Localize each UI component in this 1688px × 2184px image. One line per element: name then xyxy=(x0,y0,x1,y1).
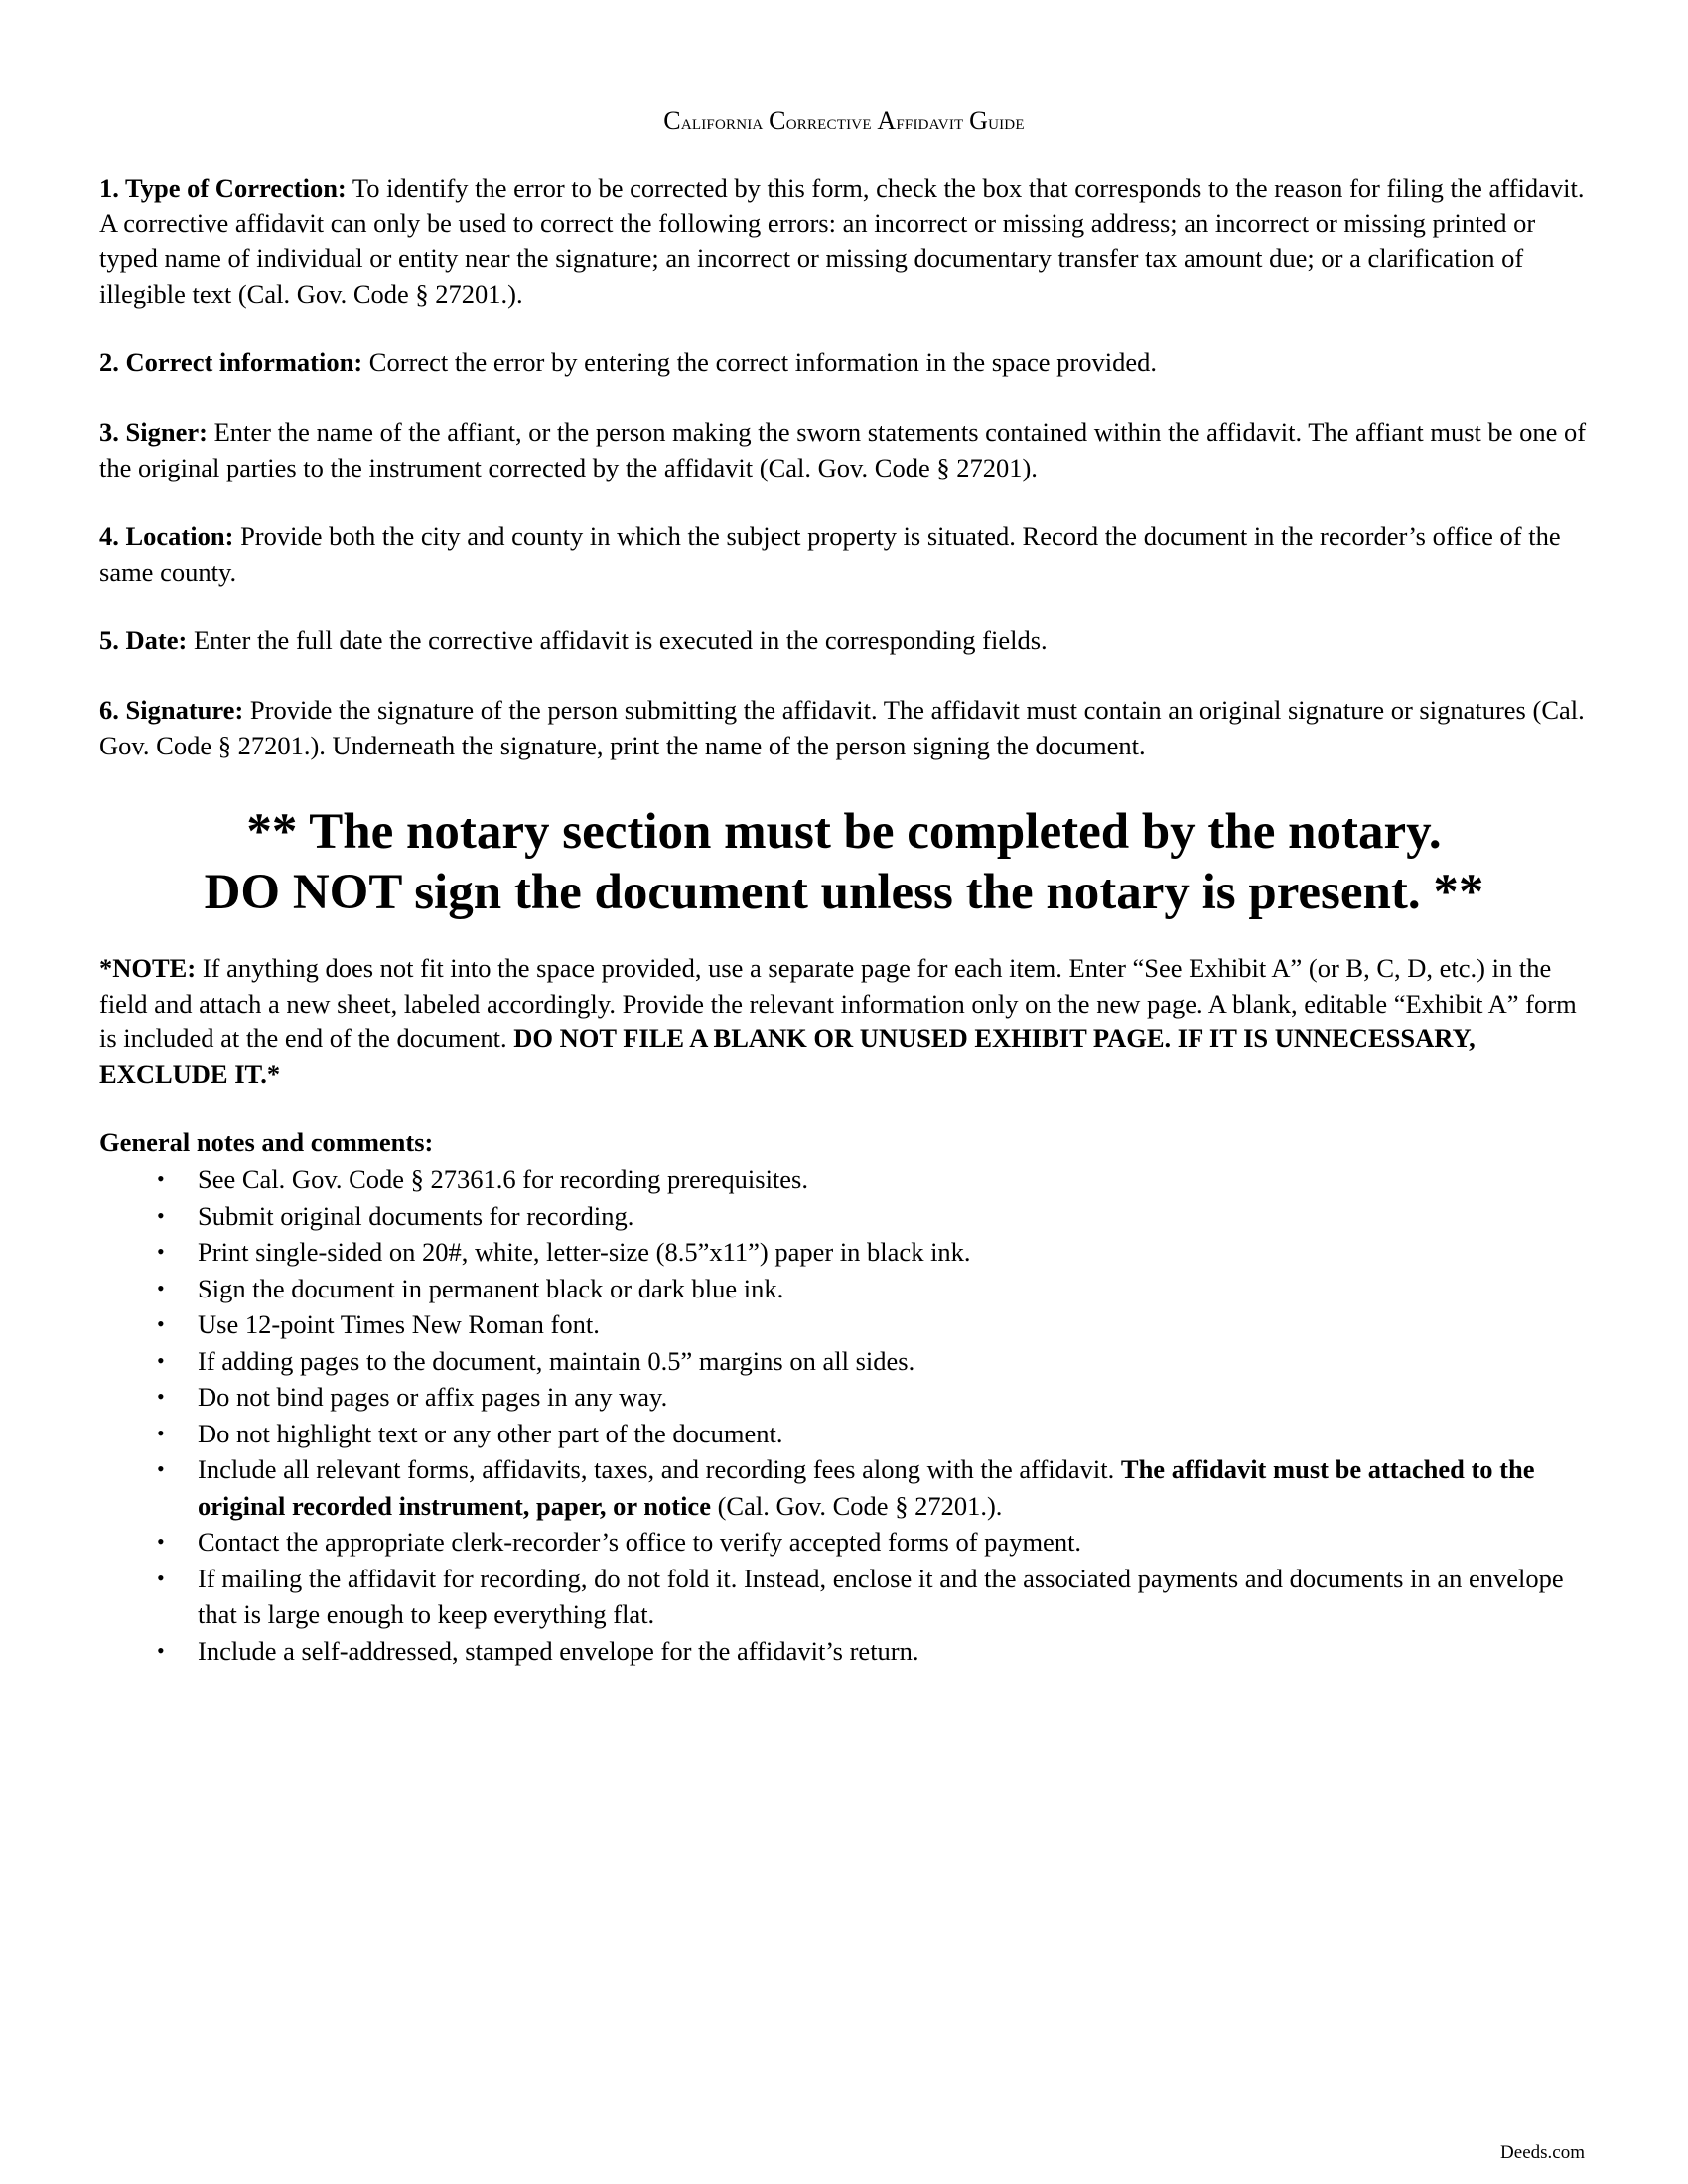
list-item-text: If adding pages to the document, maintain 0.5” margins on all sides. xyxy=(198,1345,915,1376)
title-initial: C xyxy=(769,106,786,135)
list-item-text: (Cal. Gov. Code § 27201.). xyxy=(710,1490,1003,1521)
bullet-icon: • xyxy=(157,1239,165,1264)
list-item xyxy=(99,1524,1589,1561)
list-item xyxy=(99,1198,1589,1235)
title-word: alifornia xyxy=(680,109,764,134)
note-paragraph xyxy=(99,951,1589,1092)
list-item-text: Contact the appropriate clerk-recorder’s office to verify accepted forms of payment. xyxy=(198,1527,1082,1557)
footer-brand: Deeds.com xyxy=(1500,2142,1585,2163)
section-label: 5. Date: xyxy=(99,625,188,655)
note-bold-text: DO NOT FILE A BLANK OR UNUSED EXHIBIT PAGE. IF IT IS UNNECESSARY, EXCLUDE IT.* xyxy=(99,1024,1476,1089)
list-item-text: Include a self-addressed, stamped envelope for the affidavit’s return. xyxy=(198,1635,919,1666)
list-item xyxy=(99,1161,1589,1198)
section-date xyxy=(99,623,1589,659)
list-item xyxy=(99,1633,1589,1670)
list-item-bold-text: The affidavit must be attached to the original recorded instrument, paper, or notice xyxy=(198,1454,1535,1521)
bullet-icon: • xyxy=(157,1384,165,1409)
section-label: 3. Signer: xyxy=(99,417,208,447)
section-text: Enter the name of the affiant, or the person making the sworn statements contained within the affidavit. The affiant must be one of the original parties to the instrument corrected by the affidavit (Cal. Gov. Code § 27201). xyxy=(99,417,1587,482)
list-item xyxy=(99,1271,1589,1307)
list-item-text: Do not highlight text or any other part of the document. xyxy=(198,1418,783,1448)
list-item-text: See Cal. Gov. Code § 27361.6 for recording prerequisites. xyxy=(198,1164,808,1194)
bullet-icon: • xyxy=(157,1166,165,1191)
section-label: 2. Correct information: xyxy=(99,347,363,377)
list-item-text: Use 12-point Times New Roman font. xyxy=(198,1309,600,1339)
section-text: To identify the error to be corrected by this form, check the box that corresponds to the reason for filing the affidavit. A corrective affidavit can only be used to correct the following errors: an incorrect or missing address; an incorrect or missing printed or typed name of individual or entity near the signature; an incorrect or missing documentary transfer tax amount due; or a clarification of illegible text (Cal. Gov. Code § 27201.). xyxy=(99,173,1585,309)
bullet-icon: • xyxy=(157,1637,165,1663)
section-label: 4. Location: xyxy=(99,521,234,551)
section-signer xyxy=(99,415,1589,485)
list-item xyxy=(99,1343,1589,1380)
list-item-text: Sign the document in permanent black or dark blue ink. xyxy=(198,1273,784,1303)
list-item xyxy=(99,1234,1589,1271)
list-item-text: If mailing the affidavit for recording, do not fold it. Instead, enclose it and the associated payments and documents in an envelope that is large enough to keep everything flat. xyxy=(198,1563,1564,1629)
section-correct-information xyxy=(99,345,1589,381)
general-notes-list xyxy=(99,1161,1589,1669)
section-signature xyxy=(99,693,1589,763)
title-word: uide xyxy=(988,109,1025,134)
title-initial: A xyxy=(877,106,897,135)
notary-warning-line: ** The notary section must be completed by the notary. xyxy=(246,804,1442,860)
section-text: Provide the signature of the person submitting the affidavit. The affidavit must contain an original signature or signatures (Cal. Gov. Code § 27201.). Underneath the signature, print the name of the person signing the document. xyxy=(99,695,1585,760)
list-item xyxy=(99,1416,1589,1452)
bullet-icon: • xyxy=(157,1420,165,1445)
list-item xyxy=(99,1306,1589,1343)
section-type-of-correction xyxy=(99,171,1589,312)
section-label: 1. Type of Correction: xyxy=(99,173,347,203)
section-location xyxy=(99,519,1589,590)
title-initial: G xyxy=(969,106,989,135)
section-label: 6. Signature: xyxy=(99,695,244,725)
list-item-text: Print single-sided on 20#, white, letter-size (8.5”x11”) paper in black ink. xyxy=(198,1237,971,1267)
bullet-icon: • xyxy=(157,1347,165,1373)
note-label: *NOTE: xyxy=(99,953,197,983)
section-text: Enter the full date the corrective affidavit is executed in the corresponding fields. xyxy=(187,625,1048,655)
title-word: orrective xyxy=(785,109,872,134)
list-item xyxy=(99,1379,1589,1416)
notary-warning xyxy=(99,802,1589,923)
bullet-icon: • xyxy=(157,1275,165,1300)
bullet-icon: • xyxy=(157,1311,165,1336)
note-text: If anything does not fit into the space provided, use a separate page for each item. Enter “See Exhibit A” (or B, C, D, etc.) in the field and attach a new sheet, labeled accordingly. Provide the relevant information only on the new page. A blank, editable “Exhibit A” form is included at the end of the document. xyxy=(99,953,1577,1053)
general-notes-heading: General notes and comments: xyxy=(99,1127,434,1157)
title-word: ffidavit xyxy=(896,109,964,134)
bullet-icon: • xyxy=(157,1202,165,1228)
list-item-text: Do not bind pages or affix pages in any way. xyxy=(198,1382,668,1412)
list-item-text: Submit original documents for recording. xyxy=(198,1200,634,1231)
notary-warning-line: DO NOT sign the document unless the notary is present. ** xyxy=(204,865,1484,920)
title-initial: C xyxy=(663,106,681,135)
section-text: Correct the error by entering the correct information in the space provided. xyxy=(362,347,1158,377)
page-title xyxy=(99,106,1589,136)
bullet-icon: • xyxy=(157,1456,165,1481)
list-item-text: Include all relevant forms, affidavits, taxes, and recording fees along with the affidavit. xyxy=(198,1454,1121,1484)
bullet-icon: • xyxy=(157,1565,165,1590)
list-item xyxy=(99,1561,1589,1633)
list-item xyxy=(99,1451,1589,1524)
section-text: Provide both the city and county in which the subject property is situated. Record the document in the recorder’s office of the same county. xyxy=(99,521,1561,587)
bullet-icon: • xyxy=(157,1529,165,1554)
